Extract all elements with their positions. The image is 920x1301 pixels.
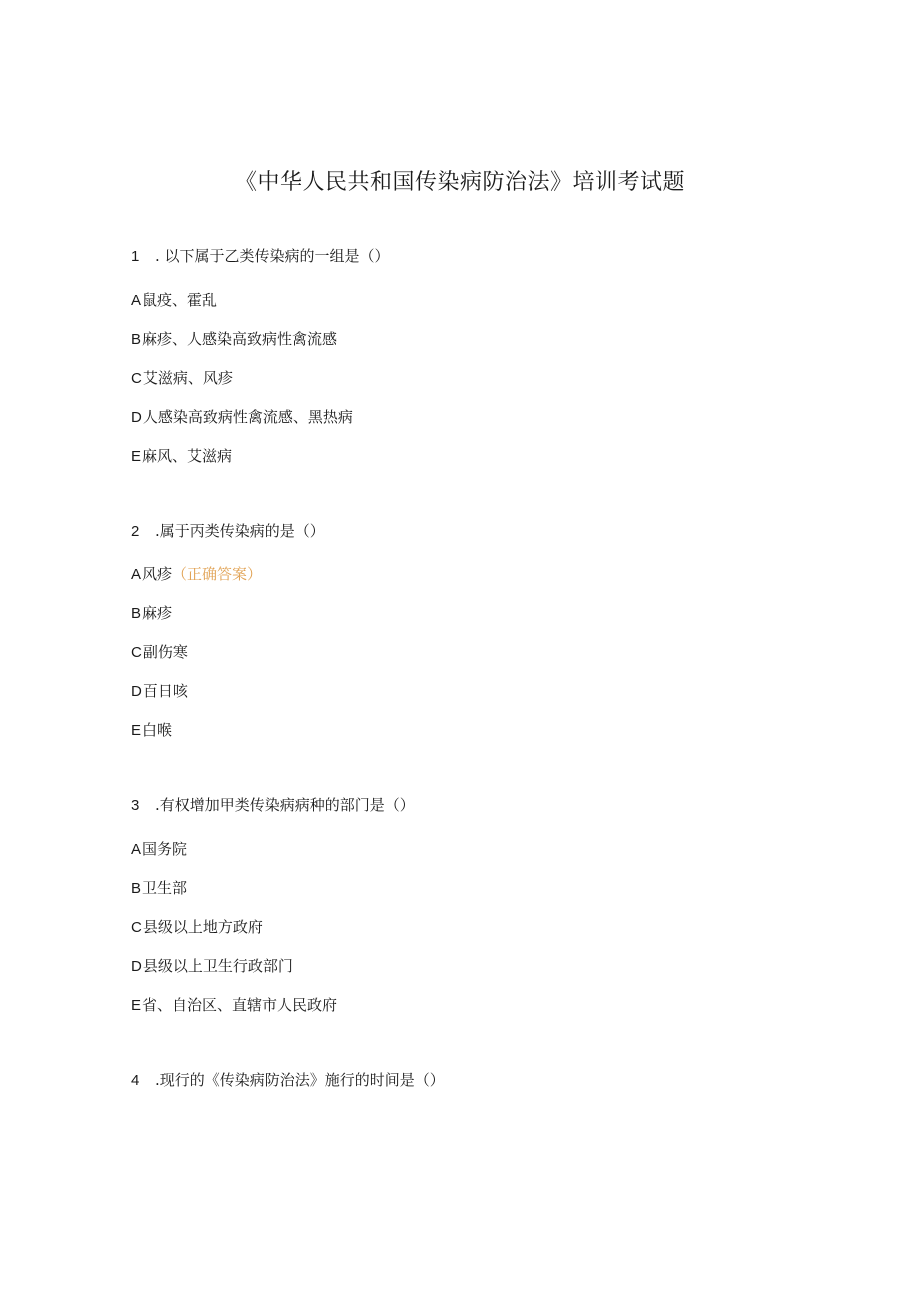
option-letter: E bbox=[131, 448, 142, 465]
option-2e bbox=[131, 719, 172, 742]
question-number: 1 bbox=[131, 248, 140, 265]
option-text: 百日咳 bbox=[142, 682, 188, 700]
correct-answer-note: （正确答案） bbox=[172, 565, 263, 583]
option-1c bbox=[131, 367, 233, 390]
question-4 bbox=[131, 1069, 445, 1092]
option-letter: B bbox=[131, 605, 142, 622]
option-letter: B bbox=[131, 880, 142, 897]
option-1a bbox=[131, 289, 217, 312]
option-text: 人感染高致病性禽流感、黑热病 bbox=[142, 408, 353, 426]
question-text: .现行的《传染病防治法》施行的时间是（） bbox=[155, 1071, 445, 1089]
option-letter: E bbox=[131, 997, 142, 1014]
option-3e bbox=[131, 994, 337, 1017]
option-text: 县级以上卫生行政部门 bbox=[142, 957, 293, 975]
option-letter: D bbox=[131, 409, 142, 426]
option-text: 艾滋病、风疹 bbox=[142, 369, 233, 387]
option-text: 省、自治区、直辖市人民政府 bbox=[142, 996, 338, 1014]
option-letter: A bbox=[131, 566, 142, 583]
option-letter: B bbox=[131, 331, 142, 348]
question-number: 3 bbox=[131, 797, 140, 814]
option-2d bbox=[131, 680, 188, 703]
option-text: 县级以上地方政府 bbox=[142, 918, 263, 936]
option-text: 卫生部 bbox=[142, 879, 188, 897]
option-letter: A bbox=[131, 841, 142, 858]
question-text: . 以下属于乙类传染病的一组是（） bbox=[155, 247, 390, 265]
option-text: 麻疹 bbox=[142, 604, 173, 622]
question-text: .属于丙类传染病的是（） bbox=[155, 522, 325, 540]
question-number: 2 bbox=[131, 523, 140, 540]
option-letter: D bbox=[131, 683, 142, 700]
option-letter: A bbox=[131, 292, 142, 309]
option-letter: D bbox=[131, 958, 142, 975]
option-text: 鼠疫、霍乱 bbox=[142, 291, 218, 309]
option-text: 麻疹、人感染高致病性禽流感 bbox=[142, 330, 338, 348]
question-3 bbox=[131, 794, 415, 817]
option-letter: C bbox=[131, 919, 142, 936]
question-1 bbox=[131, 245, 390, 268]
question-number: 4 bbox=[131, 1072, 140, 1089]
document-title: 《中华人民共和国传染病防治法》培训考试题 bbox=[234, 170, 685, 195]
option-3b bbox=[131, 877, 187, 900]
option-text: 副伤寒 bbox=[142, 643, 188, 661]
option-letter: C bbox=[131, 370, 142, 387]
option-letter: C bbox=[131, 644, 142, 661]
question-2 bbox=[131, 520, 325, 543]
option-1d bbox=[131, 406, 353, 429]
option-text: 风疹 bbox=[142, 565, 173, 583]
option-text: 麻风、艾滋病 bbox=[142, 447, 233, 465]
option-text: 白喉 bbox=[142, 721, 173, 739]
option-1b bbox=[131, 328, 337, 351]
question-text: .有权增加甲类传染病病种的部门是（） bbox=[155, 796, 415, 814]
option-2b bbox=[131, 602, 172, 625]
option-1e bbox=[131, 445, 232, 468]
option-2a bbox=[131, 563, 262, 586]
option-3a bbox=[131, 838, 187, 861]
option-2c bbox=[131, 641, 188, 664]
option-3c bbox=[131, 916, 263, 939]
option-text: 国务院 bbox=[142, 840, 188, 858]
option-3d bbox=[131, 955, 293, 978]
option-letter: E bbox=[131, 722, 142, 739]
